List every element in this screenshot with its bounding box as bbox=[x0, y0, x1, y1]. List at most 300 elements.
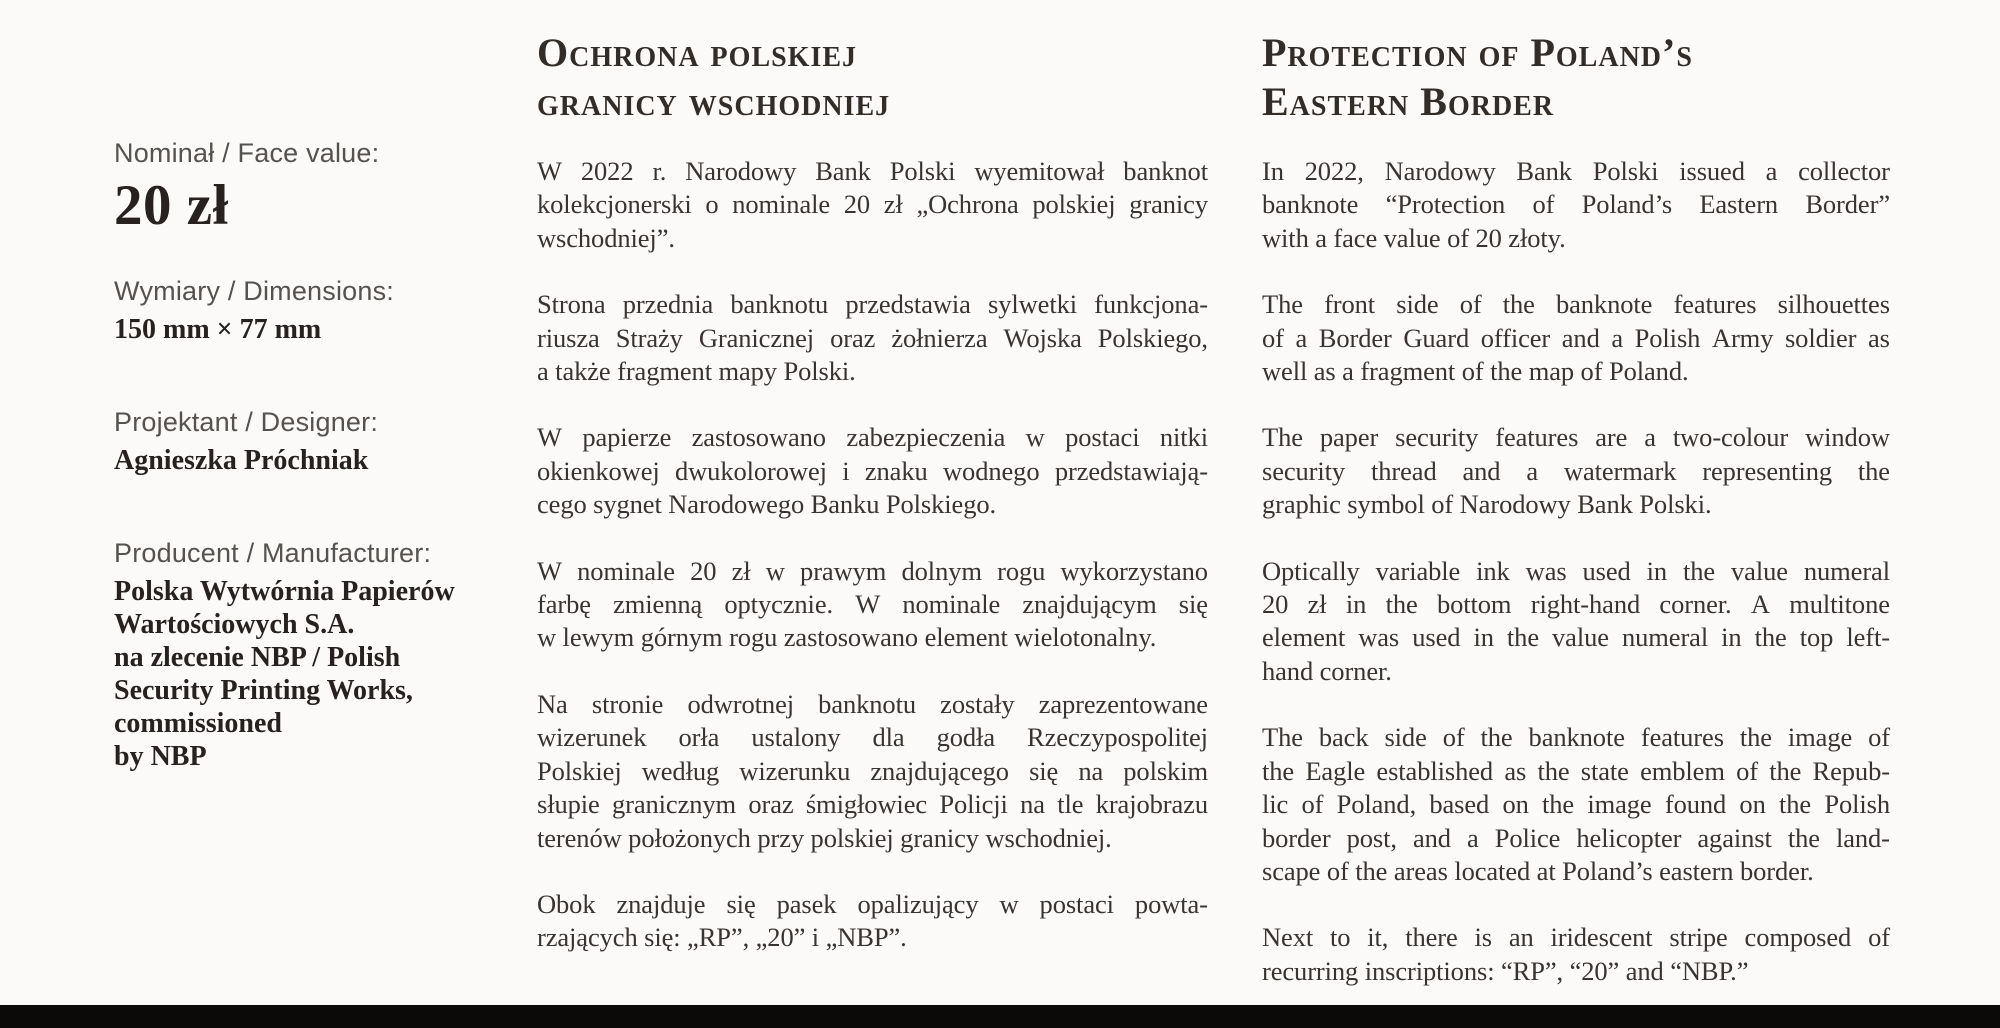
word: w bbox=[999, 888, 1019, 919]
word: Police bbox=[1494, 822, 1561, 853]
word: Bank bbox=[815, 156, 871, 186]
word: bottom bbox=[1436, 589, 1512, 620]
word: on bbox=[1502, 789, 1529, 820]
text-line bbox=[1262, 288, 1890, 321]
word: is bbox=[1474, 922, 1492, 953]
word: land- bbox=[1835, 822, 1890, 853]
word: się bbox=[1178, 589, 1208, 620]
text-line bbox=[1262, 155, 1890, 188]
word: wizerunku bbox=[739, 755, 851, 786]
paragraph bbox=[1262, 155, 1890, 255]
word: in bbox=[1345, 589, 1367, 620]
polish-title bbox=[537, 28, 1208, 126]
word: przedstawia bbox=[845, 289, 971, 320]
word: features bbox=[1495, 422, 1579, 453]
info-block-manufacturer bbox=[114, 538, 524, 773]
word: nominale bbox=[577, 555, 675, 586]
word: i bbox=[842, 455, 850, 486]
word: Polish bbox=[1824, 789, 1890, 820]
paragraph bbox=[1262, 555, 1890, 689]
word: a bbox=[1295, 322, 1308, 353]
word: used bbox=[1582, 555, 1631, 586]
paragraph bbox=[537, 555, 1208, 655]
word: Poland, bbox=[1336, 789, 1417, 820]
word: of bbox=[1262, 322, 1284, 353]
word: as bbox=[1868, 322, 1890, 353]
word: silhouettes bbox=[1777, 289, 1890, 320]
word: in bbox=[1721, 622, 1742, 653]
text-line bbox=[537, 155, 1208, 188]
word: right-hand bbox=[1530, 589, 1641, 620]
paragraph bbox=[537, 688, 1208, 855]
word: of bbox=[1459, 289, 1482, 320]
text-line bbox=[1262, 555, 1890, 588]
word: 20 bbox=[1262, 589, 1289, 620]
word: optycznie. bbox=[724, 589, 834, 620]
word: okienkowej bbox=[537, 455, 660, 486]
info-block-dimensions bbox=[114, 276, 524, 346]
word: kolekcjonerski bbox=[537, 189, 692, 220]
word: the bbox=[1542, 789, 1575, 820]
word: farbę bbox=[537, 589, 591, 620]
word: Policji bbox=[939, 789, 1008, 820]
word: polskim bbox=[1123, 755, 1208, 786]
word: the bbox=[1769, 755, 1802, 786]
word: found bbox=[1664, 789, 1727, 820]
word: as bbox=[1504, 755, 1527, 786]
word: banknote bbox=[1262, 189, 1359, 220]
word: ustalony bbox=[751, 722, 841, 753]
word: dla bbox=[872, 722, 905, 753]
word: dolnym bbox=[901, 555, 982, 586]
word: A bbox=[1750, 589, 1770, 620]
word: based bbox=[1429, 789, 1490, 820]
text-line bbox=[1262, 822, 1890, 855]
text-line: terenów położonych przy polskiej granicy wschodniej. bbox=[537, 822, 1112, 853]
word: numeral bbox=[1621, 622, 1709, 653]
word: orła bbox=[678, 722, 720, 753]
word: top bbox=[1799, 622, 1834, 653]
word: The bbox=[1262, 422, 1303, 453]
english-section bbox=[1262, 28, 1890, 988]
word: dwukolorowej bbox=[675, 455, 827, 486]
word: variable bbox=[1375, 555, 1461, 586]
word: ink bbox=[1476, 555, 1510, 586]
word: godła bbox=[936, 722, 995, 753]
text-line: Protection of Poland’s bbox=[1262, 30, 1693, 75]
text-line bbox=[1262, 455, 1890, 488]
text-line bbox=[537, 721, 1208, 754]
word: numeral bbox=[1803, 555, 1890, 586]
word: znaku bbox=[864, 455, 928, 486]
word: the bbox=[1683, 555, 1716, 586]
word: of bbox=[1868, 922, 1890, 953]
word: banknot bbox=[1123, 156, 1208, 186]
word: two-colour bbox=[1672, 422, 1789, 453]
word: issued bbox=[1679, 156, 1745, 186]
text-line: a także fragment mapy Polski. bbox=[537, 356, 856, 387]
word: funkcjona- bbox=[1094, 289, 1208, 320]
english-title bbox=[1262, 28, 1890, 126]
text-line bbox=[1262, 755, 1890, 788]
text-line: 150 mm × 77 mm bbox=[114, 314, 322, 345]
text-line: commissioned bbox=[114, 708, 282, 739]
word: zastosowano bbox=[691, 422, 826, 453]
text-line: scape of the areas located at Poland’s eastern border. bbox=[1262, 855, 1814, 886]
word: odwrotnej bbox=[687, 688, 795, 719]
word: Wojska bbox=[1003, 322, 1082, 353]
word: Polskiego, bbox=[1097, 322, 1208, 353]
word: granicy bbox=[1129, 189, 1208, 220]
word: security bbox=[1395, 422, 1479, 453]
word: soldier bbox=[1784, 322, 1857, 353]
english-paragraphs bbox=[1262, 155, 1890, 988]
word: o bbox=[705, 189, 719, 220]
word: wizerunek bbox=[537, 722, 647, 753]
text-line: granicy wschodniej bbox=[537, 79, 891, 124]
word: rogu bbox=[997, 555, 1046, 586]
word: Border” bbox=[1805, 189, 1890, 220]
word: Narodowy bbox=[685, 156, 797, 186]
text-line bbox=[1262, 788, 1890, 821]
face-value-label: Nominał / Face value: bbox=[114, 138, 380, 168]
word: of bbox=[1868, 722, 1890, 753]
info-panel bbox=[114, 0, 524, 1000]
word: and bbox=[1462, 455, 1501, 486]
word: r. bbox=[652, 156, 667, 186]
word: oraz bbox=[748, 789, 794, 820]
word: sylwetki bbox=[988, 289, 1077, 320]
word: na bbox=[1078, 755, 1104, 786]
word: in bbox=[1473, 622, 1494, 653]
word: zabezpieczenia bbox=[846, 422, 1006, 453]
word: Narodowy bbox=[1384, 156, 1496, 186]
word: image bbox=[1587, 789, 1652, 820]
word: prawym bbox=[800, 555, 887, 586]
word: postaci bbox=[1039, 888, 1114, 919]
word: Polski bbox=[889, 156, 956, 186]
text-line: Security Printing Works, bbox=[114, 675, 413, 706]
word: the bbox=[1502, 289, 1535, 320]
word: In bbox=[1262, 156, 1284, 186]
text-line: with a face value of 20 złoty. bbox=[1262, 222, 1566, 253]
word: of bbox=[1736, 755, 1758, 786]
word: features bbox=[1640, 722, 1724, 753]
text-line bbox=[1262, 721, 1890, 754]
word: a bbox=[1526, 455, 1539, 486]
word: 20 bbox=[690, 555, 717, 586]
word: are bbox=[1595, 422, 1628, 453]
word: postaci bbox=[1065, 422, 1140, 453]
word: lic bbox=[1262, 789, 1289, 820]
paragraph bbox=[537, 288, 1208, 388]
word: an bbox=[1508, 922, 1534, 953]
text-line: na zlecenie NBP / Polish bbox=[114, 642, 401, 673]
word: front bbox=[1324, 289, 1376, 320]
word: collector bbox=[1798, 156, 1890, 186]
text-line bbox=[537, 755, 1208, 788]
word: “Protection bbox=[1385, 189, 1506, 220]
word: zmienną bbox=[613, 589, 703, 620]
word: znajdującego bbox=[870, 755, 1009, 786]
word: border bbox=[1262, 822, 1331, 853]
word: się bbox=[1029, 755, 1059, 786]
paragraph bbox=[1262, 288, 1890, 388]
word: in bbox=[1646, 555, 1668, 586]
text-line: Eastern Border bbox=[1262, 79, 1555, 124]
word: banknote bbox=[1555, 289, 1653, 320]
text-line: wschodniej”. bbox=[537, 222, 675, 253]
text-line: Ochrona polskiej bbox=[537, 30, 858, 75]
word: a bbox=[1466, 822, 1479, 853]
word: zł bbox=[883, 189, 903, 220]
word: Na bbox=[537, 688, 568, 719]
word: of bbox=[1442, 722, 1465, 753]
word: there bbox=[1405, 922, 1458, 953]
word: and bbox=[1412, 822, 1451, 853]
word: W bbox=[537, 422, 562, 453]
word: to bbox=[1329, 922, 1351, 953]
text-line bbox=[537, 888, 1208, 921]
word: polskiej bbox=[1032, 189, 1116, 220]
word: Repub- bbox=[1812, 755, 1890, 786]
word: znajduje bbox=[616, 888, 706, 919]
word: W bbox=[537, 555, 562, 586]
text-line: Agnieszka Próchniak bbox=[114, 445, 369, 476]
word: banknote bbox=[1528, 722, 1625, 753]
text-line: by NBP bbox=[114, 741, 207, 772]
info-block-face-value bbox=[114, 138, 524, 237]
word: Eagle bbox=[1305, 755, 1366, 786]
word: znajdującym bbox=[1022, 589, 1157, 620]
text-line bbox=[537, 555, 1208, 588]
word: established bbox=[1376, 755, 1494, 786]
word: side bbox=[1384, 722, 1427, 753]
word: papierze bbox=[582, 422, 672, 453]
word: 2022, bbox=[1304, 156, 1364, 186]
word: left- bbox=[1846, 622, 1890, 653]
word: on bbox=[1739, 789, 1766, 820]
word: zł bbox=[731, 555, 751, 586]
word: value bbox=[1552, 622, 1609, 653]
text-line: recurring inscriptions: “RP”, “20” and “NBP.” bbox=[1262, 955, 1749, 986]
text-line: w lewym górnym rogu zastosowano element wielotonalny. bbox=[537, 622, 1157, 653]
text-line: cego sygnet Narodowego Banku Polskiego. bbox=[537, 489, 997, 520]
word: Polish bbox=[1634, 322, 1701, 353]
manufacturer-value bbox=[114, 575, 524, 773]
text-line: Wartościowych S.A. bbox=[114, 609, 355, 640]
word: multitone bbox=[1789, 589, 1890, 620]
word: was bbox=[1358, 622, 1400, 653]
text-line bbox=[1262, 621, 1890, 654]
text-line bbox=[1262, 322, 1890, 355]
word: pasek bbox=[776, 888, 837, 919]
text-line: hand corner. bbox=[1262, 655, 1392, 686]
word: emblem bbox=[1640, 755, 1725, 786]
word: state bbox=[1580, 755, 1629, 786]
designer-value bbox=[114, 444, 524, 477]
bottom-scan-bar bbox=[0, 1005, 2000, 1028]
word: The bbox=[1262, 722, 1303, 753]
text-line: rzających się: „RP”, „20” i „NBP”. bbox=[537, 922, 907, 953]
word: the bbox=[1262, 755, 1295, 786]
paragraph bbox=[537, 155, 1208, 255]
word: Strona bbox=[537, 289, 606, 320]
word: W bbox=[537, 156, 562, 186]
word: Army bbox=[1711, 322, 1774, 353]
word: the bbox=[1385, 589, 1418, 620]
text-line bbox=[537, 588, 1208, 621]
word: was bbox=[1525, 555, 1567, 586]
word: Guard bbox=[1403, 322, 1470, 353]
paragraph bbox=[537, 421, 1208, 521]
word: paper bbox=[1319, 422, 1379, 453]
word: the bbox=[1506, 622, 1539, 653]
word: and bbox=[1561, 322, 1600, 353]
word: zostały bbox=[940, 688, 1015, 719]
word: się bbox=[726, 888, 756, 919]
word: zł bbox=[1307, 589, 1327, 620]
word: przednia bbox=[622, 289, 714, 320]
word: „Ochrona bbox=[916, 189, 1019, 220]
word: Border bbox=[1318, 322, 1392, 353]
dimensions-label: Wymiary / Dimensions: bbox=[114, 276, 395, 306]
polish-section bbox=[537, 28, 1208, 955]
word: słupie bbox=[537, 789, 600, 820]
info-block-designer bbox=[114, 407, 524, 477]
designer-label: Projektant / Designer: bbox=[114, 407, 379, 437]
word: features bbox=[1673, 289, 1757, 320]
word: 20 bbox=[843, 189, 871, 220]
word: used bbox=[1412, 622, 1461, 653]
text-line: 20 zł bbox=[114, 174, 229, 237]
word: a bbox=[1611, 322, 1624, 353]
word: back bbox=[1318, 722, 1369, 753]
word: element bbox=[1262, 622, 1346, 653]
word: krajobrazu bbox=[1095, 789, 1208, 820]
word: w bbox=[765, 555, 785, 586]
word: opalizujący bbox=[857, 888, 979, 919]
word: iridescent bbox=[1550, 922, 1653, 953]
word: the bbox=[1857, 455, 1890, 486]
word: composed bbox=[1744, 922, 1852, 953]
word: watermark bbox=[1563, 455, 1677, 486]
word: nominale bbox=[732, 189, 831, 220]
word: corner. bbox=[1659, 589, 1732, 620]
word: banknotu bbox=[818, 688, 916, 719]
word: Granicznej bbox=[698, 322, 815, 353]
word: powta- bbox=[1134, 888, 1208, 919]
word: stripe bbox=[1669, 922, 1728, 953]
word: żołnierza bbox=[891, 322, 988, 353]
word: granicznym bbox=[611, 789, 737, 820]
word: The bbox=[1262, 289, 1303, 320]
word: the bbox=[1480, 722, 1513, 753]
text-line: Polska Wytwórnia Papierów bbox=[114, 576, 455, 607]
word: helicopter bbox=[1576, 822, 1682, 853]
word: Polski bbox=[1592, 156, 1659, 186]
word: the bbox=[1754, 622, 1787, 653]
word: a bbox=[1644, 422, 1656, 453]
text-line bbox=[1262, 921, 1890, 954]
word: window bbox=[1805, 422, 1890, 453]
word: the bbox=[1778, 789, 1812, 820]
text-line bbox=[1262, 421, 1890, 454]
word: W bbox=[855, 589, 881, 620]
word: Rzeczypospolitej bbox=[1027, 722, 1208, 753]
word: thread bbox=[1370, 455, 1437, 486]
word: banknotu bbox=[730, 289, 829, 320]
word: security bbox=[1262, 455, 1346, 486]
paragraph bbox=[1262, 421, 1890, 521]
text-line bbox=[537, 322, 1208, 355]
word: zaprezentowane bbox=[1038, 688, 1208, 719]
word: of bbox=[1532, 189, 1555, 220]
word: nitki bbox=[1159, 422, 1208, 453]
word: Next bbox=[1262, 922, 1314, 953]
paragraph bbox=[537, 888, 1208, 955]
text-line bbox=[537, 788, 1208, 821]
word: of bbox=[1301, 789, 1324, 820]
text-line bbox=[1262, 588, 1890, 621]
word: 2022 bbox=[580, 156, 634, 186]
word: przedstawiają- bbox=[1054, 455, 1208, 486]
word: nominale bbox=[902, 589, 1001, 620]
paragraph bbox=[1262, 721, 1890, 888]
word: the bbox=[1739, 722, 1772, 753]
word: na bbox=[1020, 789, 1045, 820]
word: Straży bbox=[615, 322, 683, 353]
manufacturer-label: Producent / Manufacturer: bbox=[114, 538, 432, 568]
word: według bbox=[641, 755, 720, 786]
word: wyemitował bbox=[974, 156, 1105, 186]
word: Bank bbox=[1516, 156, 1572, 186]
text-line: graphic symbol of Narodowy Bank Polski. bbox=[1262, 489, 1712, 520]
word: value bbox=[1731, 555, 1788, 586]
word: wodnego bbox=[943, 455, 1040, 486]
word: Poland’s bbox=[1581, 189, 1673, 220]
text-line bbox=[537, 421, 1208, 454]
word: śmigłowiec bbox=[805, 789, 928, 820]
word: wykorzystano bbox=[1060, 555, 1208, 586]
word: it, bbox=[1367, 922, 1389, 953]
word: Optically bbox=[1262, 555, 1360, 586]
word: oraz bbox=[830, 322, 876, 353]
text-line bbox=[537, 188, 1208, 221]
word: tle bbox=[1057, 789, 1084, 820]
word: representing bbox=[1702, 455, 1832, 486]
word: a bbox=[1765, 156, 1778, 186]
word: the bbox=[1787, 822, 1820, 853]
text-line bbox=[537, 688, 1208, 721]
word: the bbox=[1537, 755, 1570, 786]
face-value bbox=[114, 175, 524, 237]
word: side bbox=[1396, 289, 1439, 320]
dimensions-value bbox=[114, 313, 524, 346]
text-line bbox=[537, 288, 1208, 321]
word: w bbox=[1025, 422, 1045, 453]
word: image bbox=[1787, 722, 1853, 753]
word: Obok bbox=[537, 888, 596, 919]
word: stronie bbox=[591, 688, 664, 719]
word: riusza bbox=[537, 322, 600, 353]
text-line bbox=[1262, 188, 1890, 221]
text-line: well as a fragment of the map of Poland. bbox=[1262, 356, 1689, 387]
paragraph bbox=[1262, 921, 1890, 988]
polish-paragraphs bbox=[537, 155, 1208, 955]
text-line bbox=[537, 455, 1208, 488]
word: against bbox=[1697, 822, 1772, 853]
